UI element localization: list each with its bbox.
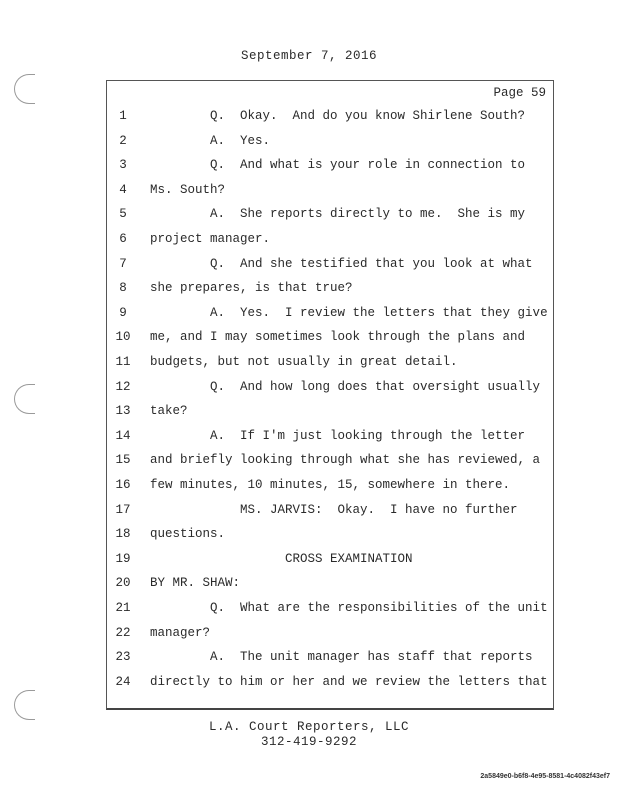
transcript-line [0, 574, 618, 599]
line-number: 11 [115, 355, 131, 369]
line-number: 13 [115, 404, 131, 419]
line-text: she prepares, is that true? [150, 281, 353, 296]
transcript-line [0, 181, 618, 206]
line-number: 23 [115, 650, 131, 665]
line-text: me, and I may sometimes look through the plans and [150, 330, 526, 345]
line-text: Q. And she testified that you look at what [150, 256, 533, 271]
transcript-line [0, 132, 618, 157]
line-text: take? [150, 404, 188, 419]
line-text: CROSS EXAMINATION [150, 551, 413, 566]
line-text: BY MR. SHAW: [150, 576, 241, 591]
line-number: 20 [115, 576, 131, 591]
line-number: 4 [119, 182, 127, 197]
line-number: 14 [115, 428, 131, 443]
transcript-line [0, 648, 618, 673]
transcript-line [0, 525, 618, 550]
transcript-line [0, 427, 618, 452]
line-text: questions. [150, 527, 226, 542]
transcript-line [0, 328, 618, 353]
page-number: Page 59 [493, 86, 546, 100]
transcript-line [0, 550, 618, 575]
transcript-line [0, 402, 618, 427]
line-text: Q. Okay. And do you know Shirlene South? [150, 109, 526, 123]
binder-hole-top [14, 74, 35, 104]
transcript-date: September 7, 2016 [240, 49, 378, 63]
line-number: 2 [119, 133, 127, 148]
transcript-line [0, 255, 618, 280]
transcript-line [0, 279, 618, 304]
transcript-line [0, 599, 618, 624]
transcript-line [0, 624, 618, 649]
footer-phone: 312-419-9292 [260, 735, 357, 749]
line-number: 21 [115, 601, 131, 615]
transcript-line [0, 673, 618, 698]
transcript-line [0, 378, 618, 403]
line-text: and briefly looking through what she has reviewed, a [150, 453, 541, 468]
line-text: Q. And what is your role in connection to [150, 158, 526, 173]
line-text: A. The unit manager has staff that reports [150, 650, 533, 665]
line-number: 22 [115, 625, 131, 640]
line-number: 3 [119, 158, 127, 173]
transcript-line [0, 304, 618, 329]
transcript-line [0, 230, 618, 255]
line-number: 15 [115, 453, 131, 468]
line-number: 19 [115, 551, 131, 566]
line-number: 7 [119, 256, 127, 271]
transcript-line [0, 451, 618, 476]
transcript-line [0, 476, 618, 501]
line-number: 12 [115, 379, 131, 394]
line-number: 8 [119, 281, 127, 296]
line-number: 6 [119, 232, 127, 246]
line-text: A. She reports directly to me. She is my [150, 207, 526, 222]
transcript-line [0, 107, 618, 132]
line-number: 16 [115, 478, 131, 492]
line-text: Q. And how long does that oversight usually [150, 379, 541, 394]
line-text: few minutes, 10 minutes, 15, somewhere in there. [150, 478, 511, 492]
footer-company: L.A. Court Reporters, LLC [208, 720, 410, 734]
line-text: A. Yes. [150, 133, 271, 148]
line-number: 1 [119, 109, 127, 123]
transcript-line [0, 353, 618, 378]
line-text: A. Yes. I review the letters that they give [150, 305, 548, 320]
line-number: 9 [119, 305, 127, 320]
line-text: MS. JARVIS: Okay. I have no further [150, 502, 518, 517]
line-number: 17 [115, 502, 131, 517]
line-text: Q. What are the responsibilities of the unit [150, 601, 548, 615]
transcript-line [0, 205, 618, 230]
line-text: Ms. South? [150, 182, 226, 197]
line-number: 24 [115, 674, 131, 689]
transcript-line [0, 156, 618, 181]
line-text: manager? [150, 625, 211, 640]
line-text: directly to him or her and we review the letters that [150, 674, 548, 689]
line-text: budgets, but not usually in great detail. [150, 355, 458, 369]
line-number: 5 [119, 207, 127, 222]
line-number: 10 [115, 330, 131, 345]
document-hash: 2a5849e0-b6f8-4e95-8581-4c4082f43ef7 [480, 773, 610, 780]
line-text: A. If I'm just looking through the letter [150, 428, 526, 443]
line-text: project manager. [150, 232, 271, 246]
line-number: 18 [115, 527, 131, 542]
transcript-line [0, 501, 618, 526]
